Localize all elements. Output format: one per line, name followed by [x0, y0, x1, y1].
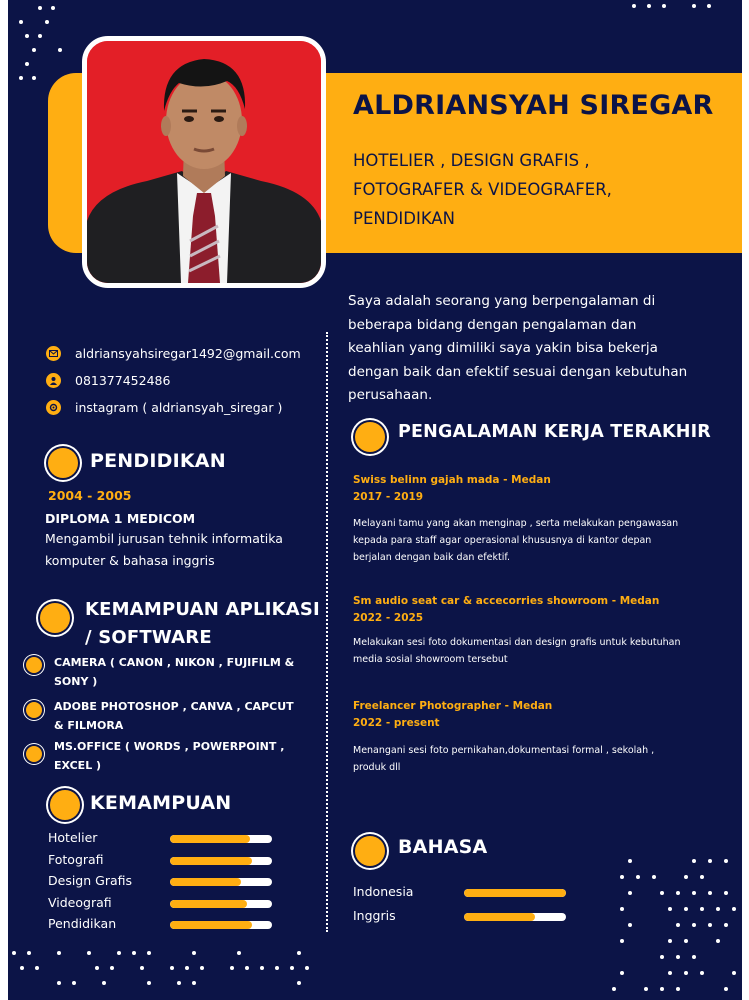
- decor-dot: [177, 981, 181, 985]
- decor-dot: [676, 891, 680, 895]
- skill-bar: [170, 900, 272, 908]
- decor-dot: [700, 971, 704, 975]
- job-title: Sm audio seat car & accecorries showroom - Medan: [353, 595, 660, 607]
- decor-dot: [676, 955, 680, 959]
- decor-dot: [724, 923, 728, 927]
- decor-dot: [110, 966, 114, 970]
- experience-heading: PENGALAMAN KERJA TERAKHIR: [398, 422, 711, 442]
- language-bar: [464, 913, 566, 921]
- decor-dot: [707, 4, 711, 8]
- job-description: [353, 515, 678, 566]
- software-item-line: EXCEL ): [54, 759, 102, 772]
- decor-dot: [19, 20, 23, 24]
- decor-dot: [668, 907, 672, 911]
- decor-dot: [660, 987, 664, 991]
- decor-dot: [708, 859, 712, 863]
- decor-dot: [117, 951, 121, 955]
- job-header: [353, 698, 552, 732]
- section-bullet-icon: [355, 836, 385, 866]
- software-heading: [85, 596, 320, 652]
- decor-dot: [260, 966, 264, 970]
- dot-pattern-top-right: [598, 0, 742, 20]
- profile-photo: [82, 36, 326, 288]
- decor-dot: [147, 981, 151, 985]
- list-bullet-icon: [26, 657, 42, 673]
- software-item-line: CAMERA ( CANON , NIKON , FUJIFILM &: [54, 656, 295, 669]
- job-description: [353, 742, 654, 776]
- decor-dot: [51, 6, 55, 10]
- software-item-line: MS.OFFICE ( WORDS , POWERPOINT ,: [54, 740, 285, 753]
- skill-bar-fill: [170, 835, 250, 843]
- decor-dot: [628, 859, 632, 863]
- decor-dot: [636, 875, 640, 879]
- section-bullet-icon: [355, 422, 385, 452]
- column-divider: [326, 332, 328, 932]
- decor-dot: [192, 981, 196, 985]
- decor-dot: [57, 951, 61, 955]
- decor-dot: [660, 955, 664, 959]
- decor-dot: [20, 966, 24, 970]
- decor-dot: [38, 34, 42, 38]
- language-bar: [464, 889, 566, 897]
- decor-dot: [708, 891, 712, 895]
- decor-dot: [692, 4, 696, 8]
- software-item: [54, 737, 284, 775]
- decor-dot: [35, 966, 39, 970]
- decor-dot: [72, 981, 76, 985]
- decor-dot: [716, 939, 720, 943]
- skills-heading: KEMAMPUAN: [90, 792, 232, 814]
- skill-label: Hotelier: [48, 830, 98, 845]
- languages-heading: BAHASA: [398, 836, 488, 858]
- section-bullet-icon: [48, 448, 78, 478]
- decor-dot: [620, 971, 624, 975]
- about-line: beberapa bidang dengan pengalaman dan: [348, 316, 637, 333]
- subtitle-line: HOTELIER , DESIGN GRAFIS ,: [353, 151, 590, 170]
- software-heading-line: / SOFTWARE: [85, 627, 212, 648]
- education-desc-line: Mengambil jurusan tehnik informatika: [45, 531, 283, 546]
- language-bar-fill: [464, 913, 535, 921]
- decor-dot: [684, 907, 688, 911]
- decor-dot: [676, 923, 680, 927]
- decor-dot: [290, 966, 294, 970]
- email-text: aldriansyahsiregar1492@gmail.com: [75, 346, 301, 361]
- location-icon: [46, 400, 61, 415]
- decor-dot: [58, 48, 62, 52]
- job-years: 2017 - 2019: [353, 491, 424, 503]
- skill-bar-fill: [170, 857, 252, 865]
- job-description: [353, 634, 681, 668]
- decor-dot: [305, 966, 309, 970]
- decor-dot: [192, 951, 196, 955]
- skill-bar-fill: [170, 878, 241, 886]
- list-bullet-icon: [26, 746, 42, 762]
- language-label: Indonesia: [353, 884, 414, 899]
- about-line: keahlian yang dimiliki saya yakin bisa bekerja: [348, 340, 658, 356]
- decor-dot: [660, 891, 664, 895]
- decor-dot: [647, 4, 651, 8]
- list-bullet-icon: [26, 702, 42, 718]
- job-title: Swiss belinn gajah mada - Medan: [353, 474, 551, 486]
- decor-dot: [732, 907, 736, 911]
- section-bullet-icon: [50, 790, 80, 820]
- decor-dot: [185, 966, 189, 970]
- about-line: perusahaan.: [348, 387, 433, 403]
- skill-bar: [170, 857, 272, 865]
- education-desc-line: komputer & bahasa inggris: [45, 553, 215, 568]
- job-desc-line: kepada para staff agar operasional khususnya di kantor depan: [353, 535, 652, 546]
- skill-label: Fotografi: [48, 851, 104, 867]
- skill-label: Pendidikan: [48, 916, 117, 931]
- job-title: Freelancer Photographer - Medan: [353, 700, 553, 712]
- job-desc-line: Menangani sesi foto pernikahan,dokumentasi formal , sekolah ,: [353, 745, 655, 756]
- job-desc-line: produk dll: [353, 762, 401, 773]
- job-desc-line: Melayani tamu yang akan menginap , serta melakukan pengawasan: [353, 518, 679, 529]
- about-line: Saya adalah seorang yang berpengalaman di: [348, 293, 656, 309]
- email-icon: [46, 346, 61, 361]
- decor-dot: [692, 891, 696, 895]
- skill-bar-fill: [170, 900, 247, 908]
- job-desc-line: Melakukan sesi foto dokumentasi dan design grafis untuk kebutuhan: [353, 637, 681, 648]
- education-heading: PENDIDIKAN: [90, 450, 226, 472]
- decor-dot: [297, 981, 301, 985]
- decor-dot: [632, 4, 636, 8]
- decor-dot: [620, 875, 624, 879]
- decor-dot: [708, 923, 712, 927]
- software-item: [54, 653, 294, 691]
- decor-dot: [724, 859, 728, 863]
- skill-bar-fill: [170, 921, 252, 929]
- profession-subtitle: [353, 146, 733, 233]
- decor-dot: [700, 875, 704, 879]
- skill-bar: [170, 921, 272, 929]
- job-years: 2022 - present: [353, 717, 440, 729]
- job-desc-line: media sosial showroom tersebut: [353, 654, 508, 665]
- decor-dot: [25, 34, 29, 38]
- subtitle-line: FOTOGRAFER & VIDEOGRAFER,: [353, 180, 612, 199]
- decor-dot: [620, 939, 624, 943]
- section-bullet-icon: [40, 603, 70, 633]
- decor-dot: [140, 966, 144, 970]
- instagram-text: instagram ( aldriansyah_siregar ): [75, 400, 283, 415]
- education-years: 2004 - 2005: [48, 488, 132, 503]
- decor-dot: [32, 76, 36, 80]
- user-icon: [46, 373, 61, 388]
- job-desc-line: berjalan dengan baik dan efektif.: [353, 552, 511, 563]
- decor-dot: [620, 907, 624, 911]
- decor-dot: [644, 987, 648, 991]
- decor-dot: [676, 987, 680, 991]
- language-bar-fill: [464, 889, 566, 897]
- decor-dot: [668, 939, 672, 943]
- contact-list: [46, 340, 301, 421]
- dot-pattern-bottom-right: [608, 855, 742, 1000]
- skill-label: Design Grafis: [48, 873, 133, 888]
- decor-dot: [692, 859, 696, 863]
- about-text: [348, 290, 728, 408]
- decor-dot: [147, 951, 151, 955]
- decor-dot: [700, 907, 704, 911]
- decor-dot: [716, 907, 720, 911]
- software-item: [54, 697, 294, 735]
- decor-dot: [668, 971, 672, 975]
- decor-dot: [692, 923, 696, 927]
- decor-dot: [102, 981, 106, 985]
- contact-email[interactable]: [46, 340, 301, 367]
- decor-dot: [132, 951, 136, 955]
- decor-dot: [652, 875, 656, 879]
- decor-dot: [724, 987, 728, 991]
- person-name: ALDRIANSYAH SIREGAR: [353, 90, 714, 121]
- decor-dot: [200, 966, 204, 970]
- decor-dot: [57, 981, 61, 985]
- decor-dot: [732, 971, 736, 975]
- software-item-line: & FILMORA: [54, 719, 124, 732]
- decor-dot: [19, 76, 23, 80]
- decor-dot: [612, 987, 616, 991]
- decor-dot: [297, 951, 301, 955]
- decor-dot: [32, 48, 36, 52]
- job-header: [353, 593, 659, 627]
- decor-dot: [230, 966, 234, 970]
- decor-dot: [45, 20, 49, 24]
- skill-bar: [170, 835, 272, 843]
- decor-dot: [12, 951, 16, 955]
- decor-dot: [684, 875, 688, 879]
- software-item-line: SONY ): [54, 675, 98, 688]
- software-heading-line: KEMAMPUAN APLIKASI: [85, 599, 320, 620]
- decor-dot: [662, 4, 666, 8]
- decor-dot: [684, 939, 688, 943]
- phone-text: 081377452486: [75, 373, 171, 388]
- decor-dot: [25, 62, 29, 66]
- education-degree: DIPLOMA 1 MEDICOM: [45, 511, 196, 526]
- decor-dot: [684, 971, 688, 975]
- decor-dot: [724, 891, 728, 895]
- decor-dot: [628, 891, 632, 895]
- education-description: [45, 528, 283, 572]
- contact-phone[interactable]: [46, 367, 301, 394]
- language-label: Inggris: [353, 907, 396, 923]
- decor-dot: [628, 923, 632, 927]
- decor-dot: [87, 951, 91, 955]
- job-header: [353, 472, 551, 506]
- cv-page: [8, 0, 742, 1000]
- decor-dot: [275, 966, 279, 970]
- decor-dot: [237, 951, 241, 955]
- about-line: dengan baik dan efektif sesuai dengan kebutuhan: [348, 363, 688, 380]
- decor-dot: [170, 966, 174, 970]
- decor-dot: [692, 955, 696, 959]
- skill-label: Videografi: [48, 894, 112, 910]
- dot-pattern-bottom-left: [8, 945, 318, 1000]
- subtitle-line: PENDIDIKAN: [353, 209, 456, 228]
- skill-bar: [170, 878, 272, 886]
- contact-instagram[interactable]: [46, 394, 301, 421]
- software-item-line: ADOBE PHOTOSHOP , CANVA , CAPCUT: [54, 700, 294, 713]
- decor-dot: [95, 966, 99, 970]
- decor-dot: [27, 951, 31, 955]
- decor-dot: [245, 966, 249, 970]
- job-years: 2022 - 2025: [353, 612, 424, 624]
- decor-dot: [38, 6, 42, 10]
